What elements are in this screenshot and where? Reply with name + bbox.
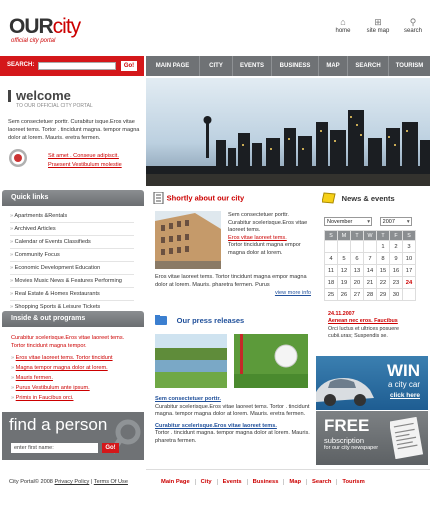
program-link[interactable]: Mauris fermen. xyxy=(15,375,53,381)
folder-icon xyxy=(155,314,167,326)
calendar-day[interactable]: 23 xyxy=(390,277,403,289)
free-title: FREE xyxy=(324,416,370,435)
win-car-banner[interactable] xyxy=(316,356,428,410)
privacy-policy-link[interactable]: Privacy Policy xyxy=(54,479,90,485)
footer-nav-map[interactable]: Map xyxy=(284,479,307,485)
about-link[interactable]: Eros vitae laoreet tems. xyxy=(228,234,287,241)
footer-nav-search[interactable]: Search xyxy=(307,479,337,485)
calendar-day[interactable]: 2 xyxy=(390,241,403,253)
press-item2-link[interactable]: Curabitur scelerisque.Eros vitae laoreet tems. xyxy=(155,422,277,429)
quick-link-item[interactable]: » Apartments &Rentals xyxy=(10,210,134,223)
sitemap-link[interactable] xyxy=(361,16,395,34)
calendar-day[interactable]: 17 xyxy=(403,265,416,277)
footer-nav-tourism[interactable]: Tourism xyxy=(342,479,365,485)
view-more-info-link[interactable]: view more info xyxy=(274,290,311,297)
weekday-header: F xyxy=(390,231,403,241)
search-label-text: SEARCH: xyxy=(7,62,35,68)
month-select[interactable] xyxy=(324,217,372,226)
nav-events[interactable]: EVENTS xyxy=(233,56,272,76)
sitemap-icon: ⊞ xyxy=(374,17,382,27)
calendar-day[interactable]: 11 xyxy=(325,265,338,277)
win-title: WIN xyxy=(386,361,420,380)
calendar-day[interactable]: 28 xyxy=(364,289,377,301)
find-go-button[interactable]: Go! xyxy=(102,443,119,453)
search-input[interactable] xyxy=(38,62,116,70)
document-icon xyxy=(153,192,165,204)
footer-nav-business[interactable]: Business xyxy=(248,479,285,485)
calendar-day[interactable]: 20 xyxy=(351,277,364,289)
quick-link-item[interactable]: » Movies Music News & Features Performing xyxy=(10,275,134,288)
first-name-input[interactable]: enter first name: xyxy=(11,443,98,453)
calendar-day[interactable]: 4 xyxy=(325,253,338,265)
home-icon: ⌂ xyxy=(340,17,346,27)
footer-copyright xyxy=(9,479,128,485)
city-seal-icon xyxy=(8,148,28,168)
footer-nav xyxy=(156,479,428,485)
calendar-day[interactable]: 22 xyxy=(377,277,390,289)
weekday-header: T xyxy=(351,231,364,241)
footer-divider xyxy=(146,469,430,470)
calendar-day xyxy=(364,241,377,253)
inside-out-panel xyxy=(2,311,144,403)
about-city-header xyxy=(153,192,311,204)
weekday-header: W xyxy=(364,231,377,241)
win-subtitle: a city car xyxy=(387,380,420,389)
press-title: Our press releases xyxy=(176,315,245,325)
about-text: Sem consectetuer porttr. Curabitur scelerisque.Eros vitae laoreet tems. xyxy=(228,212,308,234)
city-skyline-photo xyxy=(146,78,430,186)
press-text-block xyxy=(155,396,311,446)
click-here-link[interactable]: click here xyxy=(390,392,420,399)
calendar-day[interactable]: 24 xyxy=(403,277,416,289)
about-city-title: Shortly about our city xyxy=(166,193,245,203)
news-item-link[interactable]: Aenean nec eros. Faucibus xyxy=(328,318,398,325)
search-label: search xyxy=(403,28,422,34)
news-date: 24.11.2007 xyxy=(328,311,355,317)
news-item-text: Orci luctus et ultrices posuere cubii.uras; Suspendis se. xyxy=(328,325,400,340)
quick-link-item[interactable]: » Community Focus xyxy=(10,249,134,262)
welcome-text: Sem consectetuer porttr. Curabitur isque.Eros vitae laoreet tems. Tortor . tincidunt magna. tempor magna dolor at lorem. Mauris. eretra fermen. xyxy=(8,119,140,141)
footer-nav-city[interactable]: City xyxy=(196,479,218,485)
search-link[interactable] xyxy=(396,16,430,34)
calendar-day[interactable]: 25 xyxy=(325,289,338,301)
program-link[interactable]: Eros vitae laoreet tems. Tortor tincidunt xyxy=(15,355,113,361)
copyright-text: City Portal© 2008 xyxy=(9,479,53,485)
sitemap-label: site map xyxy=(366,28,390,34)
about-more-block xyxy=(155,274,311,298)
press-header xyxy=(155,314,315,326)
historic-building-photo xyxy=(155,211,221,269)
home-label: home xyxy=(335,28,351,34)
footer-separator: | xyxy=(90,479,93,485)
find-person-panel xyxy=(2,412,144,460)
search-bar xyxy=(0,56,144,76)
calendar-day[interactable]: 18 xyxy=(325,277,338,289)
year-select[interactable] xyxy=(380,217,412,226)
calendar-day[interactable]: 16 xyxy=(390,265,403,277)
about-text-2: Tortor tincidunt magna empor magna dolor at lorem. xyxy=(228,242,301,256)
press-item2-text: Tortor . tincidunt magna. tempor magna dolor at lorem. Mauris. pharetra fermen. xyxy=(155,430,310,444)
calendar-day[interactable]: 21 xyxy=(364,277,377,289)
calendar-day[interactable]: 27 xyxy=(351,289,364,301)
month-value: November xyxy=(327,219,353,225)
about-text-block xyxy=(228,212,312,258)
calendar-day[interactable]: 1 xyxy=(377,241,390,253)
program-link[interactable]: Primis in Faucibus orci. xyxy=(15,395,74,401)
calendar-day[interactable]: 7 xyxy=(364,253,377,265)
welcome-section xyxy=(8,88,142,168)
calendar-day[interactable]: 8 xyxy=(377,253,390,265)
lake-photo xyxy=(155,334,227,388)
footer-nav-events[interactable]: Events xyxy=(218,479,248,485)
chevron-down-icon: ▾ xyxy=(367,219,370,225)
calendar-day[interactable]: 26 xyxy=(338,289,351,301)
year-value: 2007 xyxy=(382,219,395,225)
calendar-day[interactable]: 10 xyxy=(403,253,416,265)
calendar-day xyxy=(403,289,416,301)
main-nav xyxy=(146,56,430,76)
calendar-day[interactable]: 9 xyxy=(390,253,403,265)
free-subtitle-2: for our city newspaper xyxy=(324,445,379,451)
calendar-day[interactable]: 15 xyxy=(377,265,390,277)
car-image xyxy=(316,372,376,406)
terms-of-use-link[interactable]: Terms Of Use xyxy=(93,479,128,485)
news-header xyxy=(322,192,428,204)
nav-city[interactable]: CITY xyxy=(200,56,233,76)
calendar-day[interactable]: 30 xyxy=(390,289,403,301)
nav-map[interactable]: MAP xyxy=(319,56,348,76)
news-item xyxy=(328,311,424,341)
welcome-link-2[interactable]: Praesent Vestibulum molestie xyxy=(48,162,122,168)
find-person-title: find a person xyxy=(9,415,108,434)
calendar-day xyxy=(351,241,364,253)
home-link[interactable] xyxy=(326,16,360,34)
logo-text: OUR xyxy=(9,15,53,38)
nav-tourism[interactable]: TOURISM xyxy=(395,63,424,69)
calendar-day[interactable]: 3 xyxy=(403,241,416,253)
calendar-day xyxy=(325,241,338,253)
slogan: official city portal xyxy=(11,38,56,44)
welcome-title: welcome xyxy=(8,90,142,102)
calendar-day[interactable]: 6 xyxy=(351,253,364,265)
calendar-day[interactable]: 12 xyxy=(338,265,351,277)
press-item1-text: Curabitur scelerisque.Eros vitae laoreet tems. Tortor . tincidunt magna. tempor magna dolor at lorem. Mauris. eretra fermen. xyxy=(155,403,310,418)
program-link[interactable]: Magna tempor magna dolor at lorem. xyxy=(15,365,108,371)
search-go-button[interactable]: Go! xyxy=(121,61,137,71)
free-subtitle: subscription xyxy=(324,436,365,445)
search-icon: ⚲ xyxy=(409,17,417,27)
weekday-header: S xyxy=(325,231,338,241)
news-title: News & events xyxy=(341,193,395,203)
sticky-note-icon xyxy=(322,192,336,204)
inside-out-title: Inside & out programs xyxy=(2,311,144,327)
quick-link-item[interactable]: » Shopping Sports & Leisure Tickets xyxy=(10,301,134,314)
footer-nav-main-page[interactable]: Main Page xyxy=(156,479,196,485)
calendar-day[interactable]: 19 xyxy=(338,277,351,289)
weekday-header: M xyxy=(338,231,351,241)
events-calendar xyxy=(324,217,424,301)
site-logo[interactable] xyxy=(9,16,80,37)
calendar-grid xyxy=(324,230,416,301)
welcome-link-1[interactable]: Sit amet . Conseue adipiscit. xyxy=(48,153,119,159)
press-item1-link[interactable]: Sem consectetuer porttr. xyxy=(155,396,221,402)
weekday-header: S xyxy=(403,231,416,241)
nav-main-page[interactable]: MAIN PAGE xyxy=(146,56,200,76)
nav-business[interactable]: BUSINESS xyxy=(272,56,319,76)
golf-ball-photo xyxy=(234,334,308,388)
quick-link-item[interactable]: » Calendar of Events Classifieds xyxy=(10,236,134,249)
welcome-subtitle: TO OUR OFFICIAL CITY PORTAL xyxy=(16,103,93,109)
about-more-text: Eros vitae laoreet tems. Tortor tincidunt magna empor magna dolor at lorem. Mauris. pharetra fermen. Purus xyxy=(155,274,307,288)
calendar-day[interactable]: 14 xyxy=(364,265,377,277)
quick-links-panel xyxy=(2,190,144,314)
chevron-down-icon: ▾ xyxy=(406,219,410,225)
calendar-day[interactable]: 5 xyxy=(338,253,351,265)
calendar-day xyxy=(338,241,351,253)
inside-out-intro: Curabitur scelerisque.Eros vitae laoreet tems. Tortor tincidunt magna tempor. xyxy=(11,335,125,349)
weekday-header: T xyxy=(377,231,390,241)
quick-link-item[interactable]: » Archived Articles xyxy=(10,223,134,236)
welcome-links xyxy=(48,152,122,170)
calendar-day[interactable]: 13 xyxy=(351,265,364,277)
nav-search[interactable]: SEARCH xyxy=(348,56,389,76)
program-link[interactable]: Purus Vestibulum ante ipsum. xyxy=(15,385,90,391)
calendar-day[interactable]: 29 xyxy=(377,289,390,301)
quick-links-title: Quick links xyxy=(2,190,144,206)
free-subscription-banner[interactable] xyxy=(316,411,428,465)
quick-link-item[interactable]: » Real Estate & Homes Restaurants xyxy=(10,288,134,301)
quick-link-item[interactable]: » Economic Development Education xyxy=(10,262,134,275)
logo-city-text: city xyxy=(52,15,81,38)
newspaper-icon xyxy=(390,417,424,459)
